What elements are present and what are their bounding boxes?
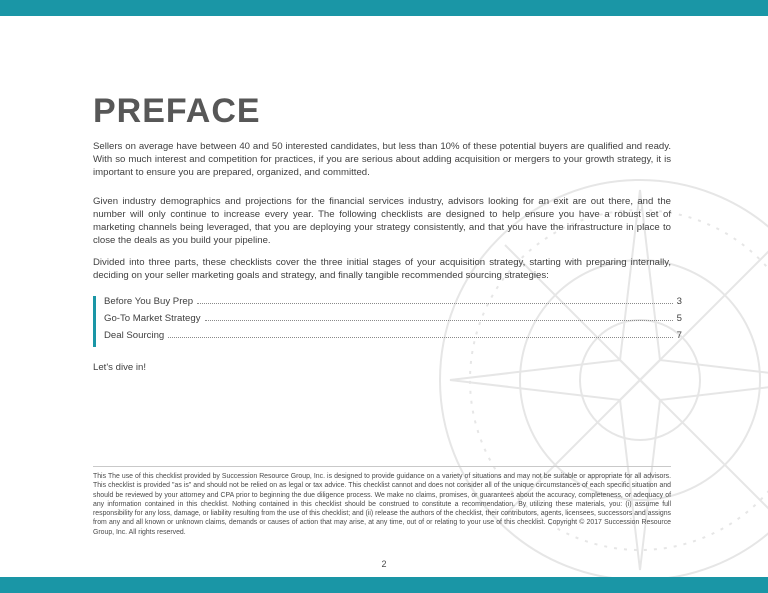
table-of-contents (93, 296, 682, 347)
toc-leader-dots (168, 337, 672, 338)
toc-item-page: 3 (676, 296, 682, 307)
toc-item-page: 7 (676, 330, 682, 341)
toc-item-label: Go-To Market Strategy (104, 313, 201, 324)
toc-item[interactable] (104, 313, 682, 330)
bottom-accent-band (0, 577, 768, 593)
toc-leader-dots (205, 320, 673, 321)
toc-item-label: Deal Sourcing (104, 330, 165, 341)
page-number: 2 (381, 559, 387, 569)
intro-paragraph: Sellers on average have between 40 and 50 interested candidates, but less than 10% of these potential buyers are qualified and ready. With so much interest and competition for practices, if you are serious about adding acquisition or mergers to your growth strategy, it is important to ensure you are prepared, organized, and committed. (93, 141, 671, 178)
toc-item[interactable] (104, 296, 682, 313)
toc-item[interactable] (104, 330, 682, 347)
structure-paragraph: Divided into three parts, these checklists cover the three initial stages of your acquisition strategy, starting with preparing internally, deciding on your seller marketing goals and strategy, and finally tangible recommended sourcing strategies: (93, 257, 671, 281)
industry-paragraph: Given industry demographics and projections for the financial services industry, advisors looking for an exit are out there, and the number will only continue to increase every year. The following checklists are designed to help ensure you have a robust set of marketing channels being leveraged, that you are deploying your strategy consistently, and that you have the infrastructure in place to close the deals as you build your pipeline. (93, 196, 671, 246)
closing-line: Let's dive in! (93, 362, 147, 373)
toc-item-label: Before You Buy Prep (104, 296, 194, 307)
footer-divider (93, 466, 671, 467)
toc-item-page: 5 (676, 313, 682, 324)
toc-leader-dots (197, 303, 673, 304)
page-title: PREFACE (93, 92, 261, 130)
legal-disclaimer: This The use of this checklist provided by Succession Resource Group, Inc. is designed to provide guidance on a variety of situations and may not be suitable or appropriate for all advisors. This checklist is provided "as is" and should not be relied on as legal or tax advice. This checklist cannot and does not consider all of the unique circumstances of each specific situation and should be reviewed by your attorney and CPA prior to beginning the due diligence process. We make no claims, promises, or guarantees about the accuracy, completeness, or adequacy of any information contained in this checklist. Nothing contained in this checklist should be construed to constitute a recommendation. By utilizing these materials, you: (i) assume full responsibility for any loss, damage, or liability resulting from the use of this checklist; and (ii) release the authors of the checklist, their contributors, agents, licensees, successors and assigns from any and all known or unknown claims, demands or causes of action that may arise, at any time, out of or relating to your use of this checklist. Copyright © 2017 Succession Resource Group, Inc. All rights reserved. (93, 473, 671, 536)
top-accent-band (0, 0, 768, 16)
